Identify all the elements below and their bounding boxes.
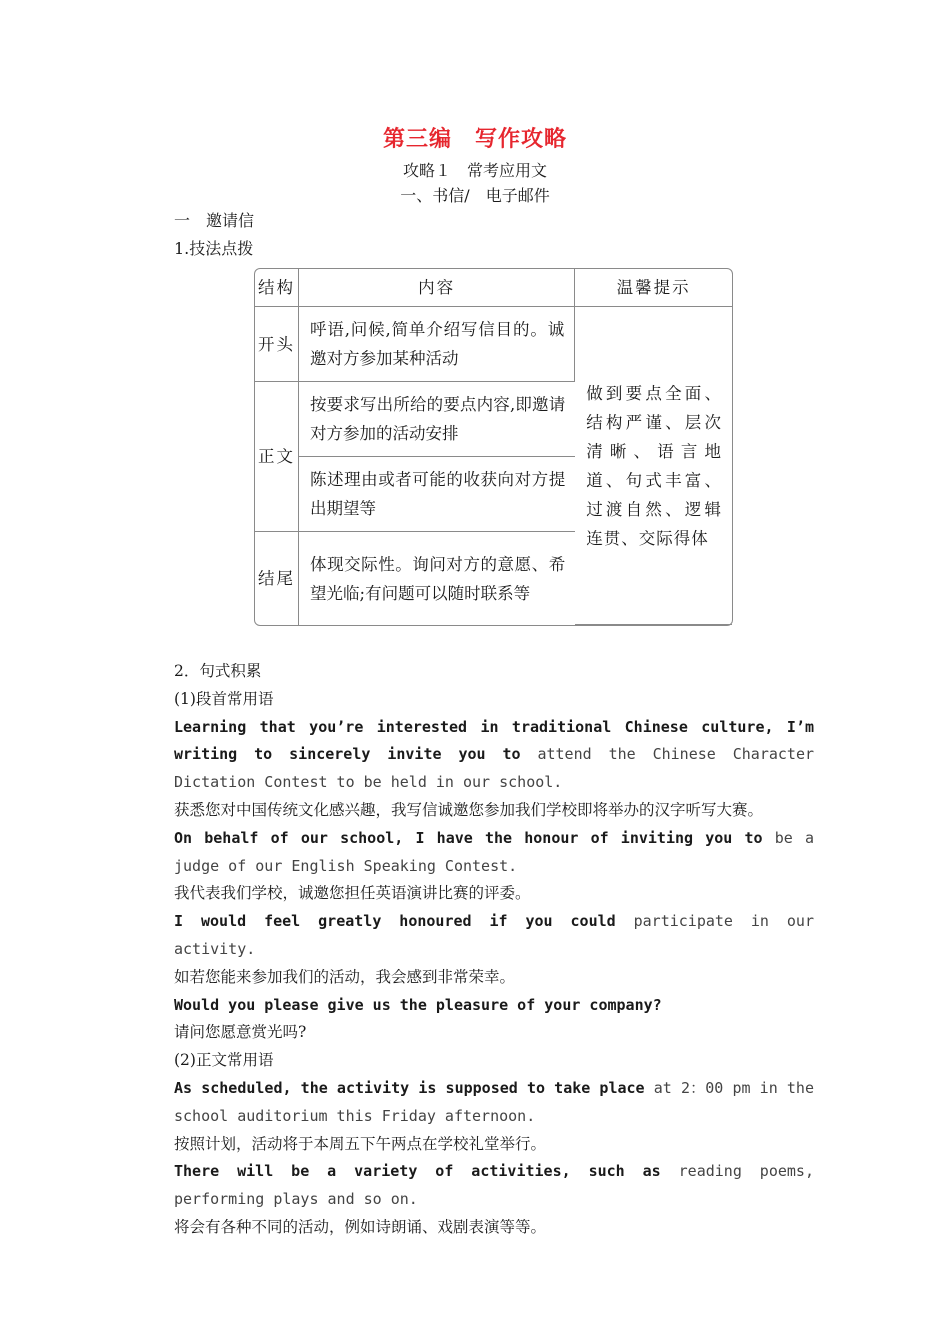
table-row xyxy=(255,307,732,382)
example-sentence-en xyxy=(136,992,814,1020)
row-content: 呼语,问候,简单介绍写信目的。诚邀对方参加某种活动 xyxy=(299,307,575,382)
section-heading: 一、书信/ 电子邮件 xyxy=(400,186,550,205)
strategy-subtitle: 攻略１ 常考应用文 xyxy=(402,161,547,180)
sentences-section xyxy=(136,658,814,1242)
tips-cell: 做到要点全面、结构严谨、层次清晰、语言地道、句式丰富、过渡自然、逻辑连贯、交际得体 xyxy=(575,307,732,625)
sentence-rest: be a judge of our English Speaking Contest. xyxy=(174,828,814,875)
example-sentence-en xyxy=(136,1075,814,1131)
page-title: 第三编 写作攻略 xyxy=(382,127,567,152)
example-sentence-zh: 请问您愿意赏光吗? xyxy=(174,1023,307,1042)
row-label-opening: 开头 xyxy=(255,307,299,382)
row-content: 体现交际性。询问对方的意愿、希望光临;有问题可以随时联系等 xyxy=(310,554,566,603)
example-sentence-zh: 按照计划，活动将于本周五下午两点在学校礼堂举行。 xyxy=(174,1134,547,1153)
key-phrase: Learning that you’re interested in traditional Chinese culture, I’m writing to sincerely invite you to xyxy=(174,717,814,764)
row-label-ending: 结尾 xyxy=(255,532,299,625)
example-sentence-zh: 我代表我们学校，诚邀您担任英语演讲比赛的评委。 xyxy=(174,884,531,903)
key-phrase: On behalf of our school, I have the honour of inviting you to xyxy=(174,828,763,847)
header-content: 内容 xyxy=(299,269,575,307)
sentence-rest: participate in our activity. xyxy=(174,912,814,958)
header-structure: 结构 xyxy=(255,269,299,307)
key-phrase: I would feel greatly honoured if you could xyxy=(174,912,616,931)
sentence-rest: at 2：00 pm in the school auditorium this Friday afternoon. xyxy=(174,1078,814,1125)
sentence-rest: attend the Chinese Character Dictation Contest to be held in our school. xyxy=(174,745,814,792)
row-content: 按要求写出所给的要点内容,即邀请对方参加的活动安排 xyxy=(299,382,575,457)
key-phrase: Would you please give us the pleasure of your company? xyxy=(174,995,662,1014)
example-sentence-zh: 获悉您对中国传统文化感兴趣，我写信诚邀您参加我们学校即将举办的汉字听写大赛。 xyxy=(174,800,764,819)
key-phrase: There will be a variety of activities, such as xyxy=(174,1162,661,1181)
structure-table xyxy=(254,268,733,626)
key-phrase: As scheduled, the activity is supposed to take place xyxy=(174,1078,645,1097)
body-heading: (2)正文常用语 xyxy=(174,1051,274,1070)
tips-heading: 1.技法点拨 xyxy=(174,239,254,258)
table-header-row xyxy=(255,269,732,307)
row-content: 陈述理由或者可能的收获向对方提出期望等 xyxy=(299,457,575,532)
example-sentence-zh: 如若您能来参加我们的活动，我会感到非常荣幸。 xyxy=(174,967,516,986)
sentence-rest: reading poems, performing plays and so on. xyxy=(174,1162,814,1209)
example-sentence-zh: 将会有各种不同的活动，例如诗朗诵、戏剧表演等等。 xyxy=(174,1217,547,1236)
row-label-body: 正文 xyxy=(255,382,299,532)
example-sentence-en xyxy=(136,908,814,964)
example-sentence-en xyxy=(136,825,814,881)
header-tips: 温馨提示 xyxy=(575,269,732,307)
sentences-heading: 2．句式积累 xyxy=(174,662,262,680)
example-sentence-en xyxy=(136,714,814,797)
opening-heading: (1)段首常用语 xyxy=(174,689,274,708)
subsection-heading: 一 邀请信 xyxy=(174,211,255,230)
example-sentence-en xyxy=(136,1158,814,1214)
